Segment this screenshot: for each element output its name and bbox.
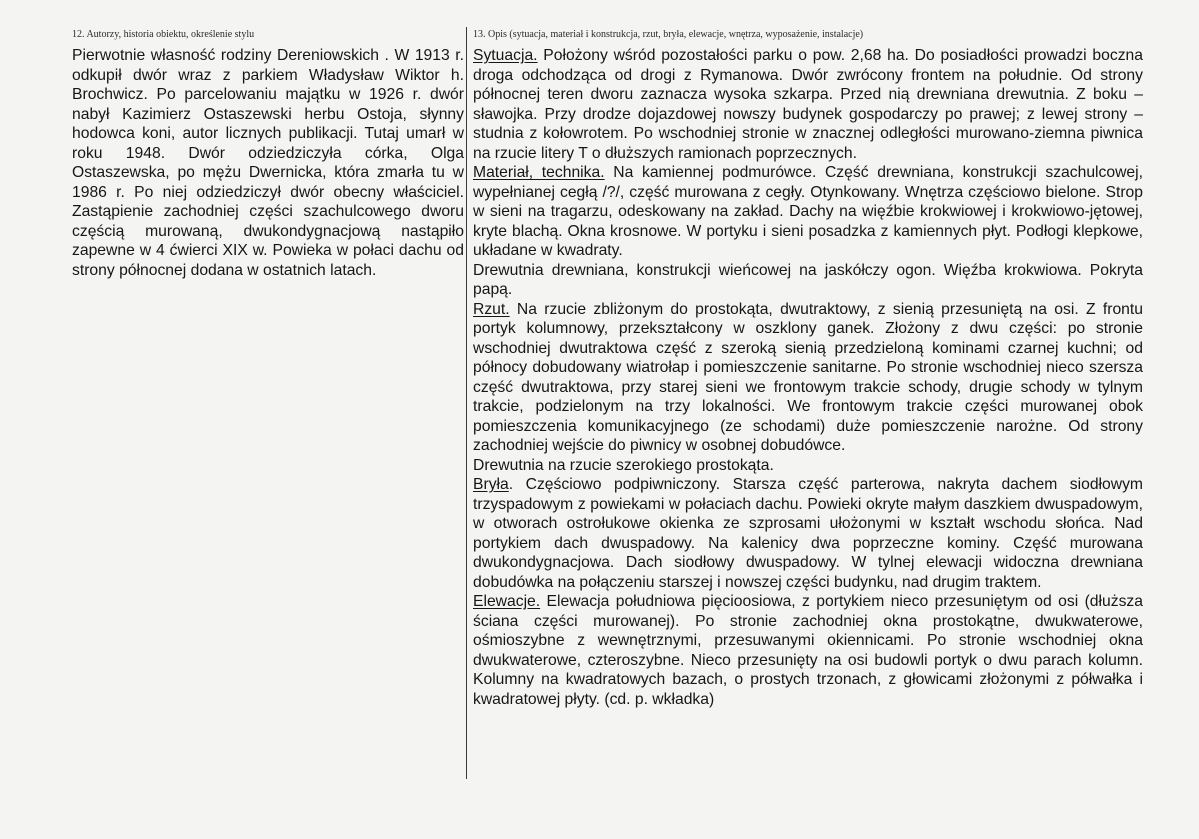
paragraph-material: [473, 163, 1143, 261]
description-text: [473, 46, 1143, 709]
text-woodshed-material: Drewutnia drewniana, konstrukcji wieńcowej na jaskółczy ogon. Więźba krokwiowa. Pokryta papą.: [473, 261, 1143, 298]
text-elevations: Elewacja południowa pięcioosiowa, z portykiem nieco przesuniętym od osi (dłuższa ściana części murowanej). Po stronie zachodniej okna prostokątne, dwukwaterowe, ośmioszybne z wewnętrznymi, przesuwanymi okiennicami. Po stronie wschodniej okna dwukwaterowe, czteroszybne. Nieco przesunięty na osi budowli portyk o dwu parach kolumn. Kolumny na kwadratowych bazach, o prostych trzonach, z głowicami złożonymi z półwałka i kwadratowej płyty. (cd. p. wkładka): [473, 593, 1143, 708]
text-massing: . Częściowo podpiwniczony. Starsza część parterowa, nakryta dachem siodłowym trzyspadowym z powiekami w połaciach dachu. Powieki okryte małym daszkiem dwuspadowym, w otworach ostrołukowe okienka ze szprosami ułożonymi w kształt wschodu słońca. Nad portykiem dach dwuspadowy. Na kalenicy dwa poprzeczne kominy. Część murowana dwukondygnacjowa. Dach siodłowy dwuspadowy. W tylnej elewacji widoczna drewniana dobudówka na połączeniu starszej i nowszej części budynku, nad drugim traktem.: [473, 476, 1143, 591]
left-column: [72, 28, 464, 280]
paragraph-woodshed-plan: [473, 456, 1143, 476]
label-plan: Rzut.: [473, 300, 510, 318]
text-plan: Na rzucie zbliżonym do prostokąta, dwutraktowy, z sienią przesuniętą na osi. Z frontu portyk kolumnowy, przekształcony w oszklony ganek. Złożony z dwu części: po stronie wschodniej dwutraktowa część z szeroką sienią przedzieloną kominami czarnej kuchni; od północy dobudowany wiatrołap i pomieszczenie sanitarne. Po stronie wschodniej nieco szersza część dwutraktowa, przy starej sieni we frontowym trakcie schody, drugie schody w tylnym trakcie, podzielonym na trzy lokalności. We frontowym trakcie części murowanej obok pomieszczenia komunikacyjnego (ze schodami) duże pomieszczenie narożne. Od strony zachodniej wejście do piwnicy w osobnej dobudówce.: [473, 300, 1143, 454]
paragraph-woodshed-material: [473, 261, 1143, 300]
paragraph-situation: [473, 46, 1143, 163]
text-woodshed-plan: Drewutnia na rzucie szerokiego prostokąta.: [473, 456, 774, 474]
label-situation: Sytuacja.: [473, 47, 538, 64]
text-material: Na kamiennej podmurówce. Część drewniana, konstrukcji szachulcowej, wypełnianej cegłą /?/, część murowana z cegły. Otynkowany. Wnętrza częściowo bielone. Strop w sieni na tragarzu, odeskowany na zakład. Dachy na więźbie krokwiowej i krokwiowo-jętowej, kryte blachą. Okna krosnowe. W portyku i sieni posadzka z kamiennych płyt. Podłogi klepkowe, układane w kwadraty.: [473, 164, 1144, 259]
label-massing: Bryła: [473, 476, 509, 493]
paragraph-plan: [473, 300, 1143, 456]
section-13-header: 13. Opis (sytuacja, materiał i konstrukcja, rzut, bryła, elewacje, wnętrza, wyposażenie, instalacje): [473, 29, 864, 40]
text-situation: Położony wśród pozostałości parku o pow. 2,68 ha. Do posiadłości prowadzi boczna droga odchodząca od drogi z Rymanowa. Dwór zwrócony frontem na południe. Od strony północnej teren dworu zaznacza wysoka szkarpa. Przed nią drewniana drewutnia. Z boku – sławojka. Przy drodze dojazdowej nowszy budynek gospodarczy po prawej; z lewej strony – studnia z kołowrotem. Po wschodniej stronie w znacznej odległości murowano-ziemna piwnica na rzucie litery T o dłuższych ramionach poprzecznych.: [473, 47, 1143, 162]
paragraph-elevations: [473, 592, 1143, 709]
section-12-header: 12. Autorzy, historia obiektu, określenie stylu: [72, 29, 255, 40]
paragraph-massing: [473, 475, 1143, 592]
label-material: Materiał, technika.: [473, 164, 605, 181]
column-divider: [466, 27, 467, 779]
right-column: [473, 28, 1143, 709]
label-elevations: Elewacje.: [473, 593, 541, 610]
history-text: Pierwotnie własność rodziny Dereniowskich . W 1913 r. odkupił dwór wraz z parkiem Władysław Wiktor h. Brochwicz. Po parcelowaniu majątku w 1926 r. dwór nabył Kazimierz Ostaszewski herbu Ostoja, słynny hodowca koni, autor licznych publikacji. Tutaj umarł w roku 1948. Dwór odziedziczyła córka, Olga Ostaszewska, po mężu Dwernicka, która zmarła tu w 1986 r. Po niej odziedziczył dwór obecny właściciel. Zastąpienie zachodniej części szachulcowego dworu częścią murowaną, dwukondygnacjową nastąpiło zapewne w 4 ćwierci XIX w. Powieka w połaci dachu od strony północnej dodana w ostatnich latach.: [72, 47, 464, 279]
